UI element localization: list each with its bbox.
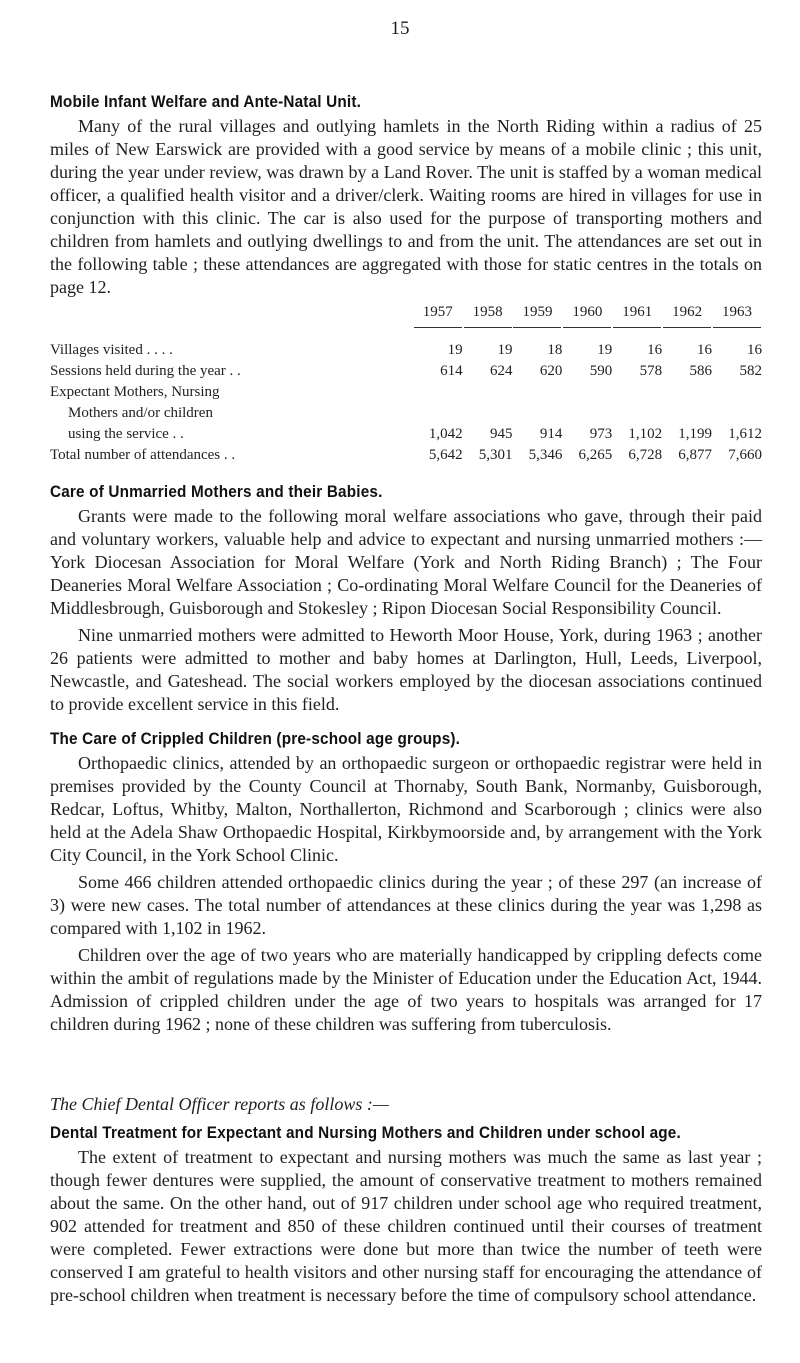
table-header-row (50, 304, 762, 328)
mobile-unit-paragraph: Many of the rural villages and outlying hamlets in the North Riding within a radius of 25 miles of New Earswick are provided with a good service by means of a mobile clinic ; this unit, during the year under review, was drawn by a Land Rover. The unit is staffed by a woman medical officer, a qualified health visitor and a driver/clerk. Waiting rooms are hired in villages for use in conjunction with this clinic. The car is also used for the purpose of transporting mothers and children from hamlets and outlying dwellings to and from the unit. The attendances are set out in the following table ; these attendances are aggregated with those for static centres in the totals on page 12. (50, 116, 762, 297)
year-header: 1960 (562, 304, 612, 328)
dental-intro: The Chief Dental Officer reports as follows :— (50, 1094, 389, 1114)
year-header: 1957 (413, 304, 463, 328)
mobile-unit-section (50, 92, 762, 299)
dental-heading: Dental Treatment for Expectant and Nursing Mothers and Children under school age. (50, 1123, 681, 1142)
table-row: Expectant Mothers, Nursing (50, 384, 220, 400)
crippled-children-paragraph: Some 466 children attended orthopaedic clinics during the year ; of these 297 (an increase of 3) were new cases. The total number of attendances at these clinics during the year was 1,298 as compared with 1,102 in 1962. (50, 872, 762, 938)
year-header: 1958 (463, 304, 513, 328)
table-row: Sessions held during the year . . 614 624 620 590 578 586 582 (50, 363, 762, 379)
unmarried-mothers-paragraph: Grants were made to the following moral welfare associations who gave, through their paid and voluntary workers, valuable help and advice to expectant and nursing unmarried mothers :—York Diocesan Association for Moral Welfare (York and North Riding Branch) ; The Four Deaneries Moral Welfare Association ; Co-ordinating Moral Welfare Council for the Deaneries of Middlesbrough, Guisborough and Stokesley ; Ripon Diocesan Social Responsibility Council. (50, 506, 762, 618)
table-row: using the service . . 1,042 945 914 973 1,102 1,199 1,612 (68, 426, 762, 442)
crippled-children-section (50, 729, 762, 1036)
table-row: Mothers and/or children (68, 405, 213, 421)
mobile-unit-heading: Mobile Infant Welfare and Ante-Natal Unit. (50, 92, 362, 111)
attendance-table (50, 304, 762, 464)
dental-section (50, 1094, 762, 1307)
unmarried-mothers-section (50, 482, 762, 716)
table-row: Villages visited . . . . 19 19 18 19 16 16 16 (50, 342, 762, 358)
crippled-children-paragraph: Children over the age of two years who are materially handicapped by crippling defects come within the ambit of regulations made by the Minister of Education under the Education Act, 1944. Admission of crippled children under the age of two years to hospitals was arranged for 17 children during 1962 ; none of these children was suffering from tuberculosis. (50, 945, 762, 1034)
year-header: 1962 (662, 304, 712, 328)
crippled-children-paragraph: Orthopaedic clinics, attended by an orthopaedic surgeon or orthopaedic registrar were held in premises provided by the County Council at Thornaby, South Bank, Normanby, Guisborough, Redcar, Loftus, Whitby, Malton, Northallerton, Richmond and Scarborough ; clinics were also held at the Adela Shaw Orthopaedic Hospital, Kirkbymoorside and, by arrangement with the York City Council, in the York School Clinic. (50, 753, 762, 865)
table-row: Total number of attendances . . 5,642 5,301 5,346 6,265 6,728 6,877 7,660 (50, 447, 762, 463)
year-header: 1961 (612, 304, 662, 328)
page-number: 15 (390, 18, 410, 39)
crippled-children-heading: The Care of Crippled Children (pre-school age groups). (50, 729, 461, 748)
unmarried-mothers-paragraph: Nine unmarried mothers were admitted to Heworth Moor House, York, during 1963 ; another 26 patients were admitted to mother and baby homes at Darlington, Hull, Leeds, Liverpool, Newcastle, and Gateshead. The social workers employed by the diocesan associations continued to provide excellent service in this field. (50, 625, 762, 714)
unmarried-mothers-heading: Care of Unmarried Mothers and their Babies. (50, 482, 383, 501)
year-header: 1963 (712, 304, 762, 328)
dental-paragraph: The extent of treatment to expectant and nursing mothers was much the same as last year ; though fewer dentures were supplied, the amount of conservative treatment to mothers remained about the same. On the other hand, out of 917 children under school age who required treatment, 902 attended for treatment and 850 of these children continued until their courses of treatment were completed. Fewer extractions were done but more than twice the number of teeth were conserved I am grateful to health visitors and other nursing staff for encouraging the attendance of pre-school children when treatment is necessary before the time of compulsory school attendance. (50, 1147, 762, 1305)
year-header: 1959 (513, 304, 563, 328)
